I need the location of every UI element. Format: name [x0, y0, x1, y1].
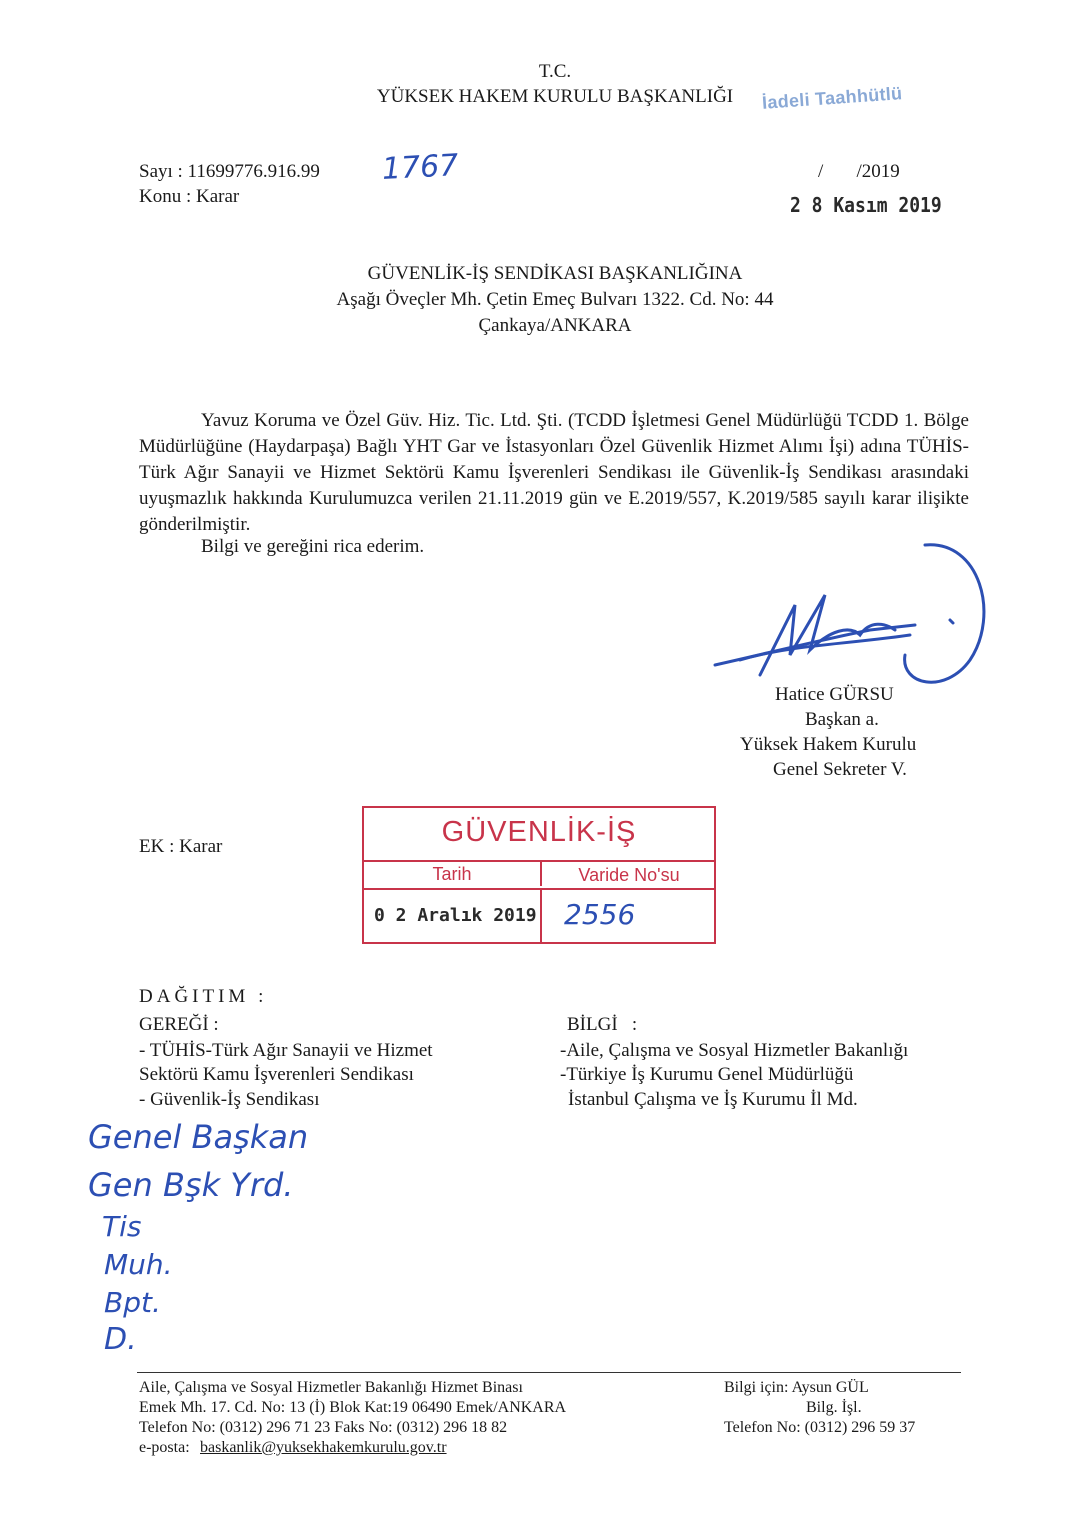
- body-paragraph: Yavuz Koruma ve Özel Güv. Hiz. Tic. Ltd. Şti. (TCDD İşletmesi Genel Müdürlüğü TCDD 1. Bölge Müdürlüğüne (Haydarpaşa) Bağlı YHT Gar ve İstasyonları Özel Güvenlik Hizmet Alımı İşi) adına TÜHİS-Türk Ağır Sanayii ve Hizmet Sektörü Kamu İşverenleri Sendikası ile Güvenlik-İş Sendikası arasındaki uyuşmazlık hakkında Kurulumuzca verilen 21.11.2019 gün ve E.2019/557, K.2019/585 sayılı karar ilişikte gönderilmiştir.: [139, 410, 969, 535]
- action-recipient-2: - Güvenlik-İş Sendikası: [139, 1089, 320, 1110]
- reference-number: Sayı : 11699776.916.99: [139, 161, 320, 182]
- footer-address-building: Aile, Çalışma ve Sosyal Hizmetler Bakanlığı Hizmet Binası: [139, 1379, 523, 1396]
- footer-email-link[interactable]: baskanlik@yuksekhakemkurulu.gov.tr: [200, 1439, 447, 1456]
- receipt-stamp-date: 0 2 Aralık 2019: [374, 905, 537, 926]
- info-recipient-1: -Aile, Çalışma ve Sosyal Hizmetler Bakanlığı: [560, 1040, 909, 1061]
- info-recipient-3: İstanbul Çalışma ve İş Kurumu İl Md.: [568, 1089, 858, 1110]
- subject-line: Konu : Karar: [139, 186, 240, 207]
- handwritten-note-line: Muh.: [104, 1248, 173, 1281]
- signatory-position: Genel Sekreter V.: [773, 759, 907, 780]
- action-recipients-title: GEREĞİ :: [139, 1014, 219, 1035]
- signatory-name: Hatice GÜRSU: [775, 684, 894, 705]
- addressee-city: Çankaya/ANKARA: [478, 315, 632, 336]
- printed-date: / /2019: [818, 161, 900, 182]
- header-tc: T.C.: [538, 61, 572, 82]
- info-recipient-2: -Türkiye İş Kurumu Genel Müdürlüğü: [560, 1064, 854, 1085]
- receipt-stamp-divider: [540, 888, 542, 942]
- receipt-stamp-number: 2556: [564, 898, 636, 931]
- attachment-line: EK : Karar: [139, 836, 223, 857]
- receipt-stamp-number-label: Varide No'su: [540, 862, 716, 886]
- handwritten-note-line: Bpt.: [104, 1286, 161, 1319]
- footer-email-label: e-posta:: [139, 1439, 190, 1456]
- handwritten-note-line: Genel Başkan: [88, 1118, 309, 1156]
- distribution-title: DAĞITIM :: [139, 986, 268, 1007]
- handwritten-note-line: D.: [104, 1322, 137, 1357]
- footer-contact-role: Bilg. İşl.: [806, 1399, 862, 1416]
- info-recipients-title: BİLGİ :: [567, 1014, 638, 1035]
- handwritten-note-line: Gen Bşk Yrd.: [88, 1166, 294, 1204]
- registered-mail-stamp: İadeli Taahhütlü: [761, 83, 903, 113]
- handwritten-note-line: Tis: [102, 1210, 142, 1243]
- signature-scribble: [700, 535, 990, 695]
- footer-contact-person: Bilgi için: Aysun GÜL: [724, 1379, 869, 1396]
- receipt-stamp-header-row: [364, 860, 714, 890]
- addressee-street: Aşağı Öveçler Mh. Çetin Emeç Bulvarı 1322. Cd. No: 44: [336, 289, 774, 310]
- signatory-organization: Yüksek Hakem Kurulu: [740, 734, 917, 755]
- closing-line: Bilgi ve gereğini rica ederim.: [201, 536, 425, 557]
- footer-phone-fax: Telefon No: (0312) 296 71 23 Faks No: (0312) 296 18 82: [139, 1419, 508, 1436]
- action-recipient-1: - TÜHİS-Türk Ağır Sanayii ve Hizmet: [139, 1040, 433, 1061]
- action-recipient-1-cont: Sektörü Kamu İşverenleri Sendikası: [139, 1064, 414, 1085]
- date-stamp: 2 8 Kasım 2019: [790, 193, 942, 218]
- receipt-stamp: [362, 806, 716, 944]
- signatory-title: Başkan a.: [805, 709, 879, 730]
- footer-divider: [137, 1372, 961, 1373]
- addressee-name: GÜVENLİK-İŞ SENDİKASI BAŞKANLIĞINA: [367, 263, 743, 284]
- receipt-stamp-date-label: Tarih: [432, 864, 472, 884]
- footer-address-street: Emek Mh. 17. Cd. No: 13 (İ) Blok Kat:19 06490 Emek/ANKARA: [139, 1399, 567, 1416]
- receipt-stamp-title: GÜVENLİK-İŞ: [441, 816, 637, 848]
- header-institution: YÜKSEK HAKEM KURULU BAŞKANLIĞI: [376, 86, 734, 107]
- handwritten-reference-number: 1767: [381, 148, 460, 187]
- footer-contact-phone: Telefon No: (0312) 296 59 37: [724, 1419, 916, 1436]
